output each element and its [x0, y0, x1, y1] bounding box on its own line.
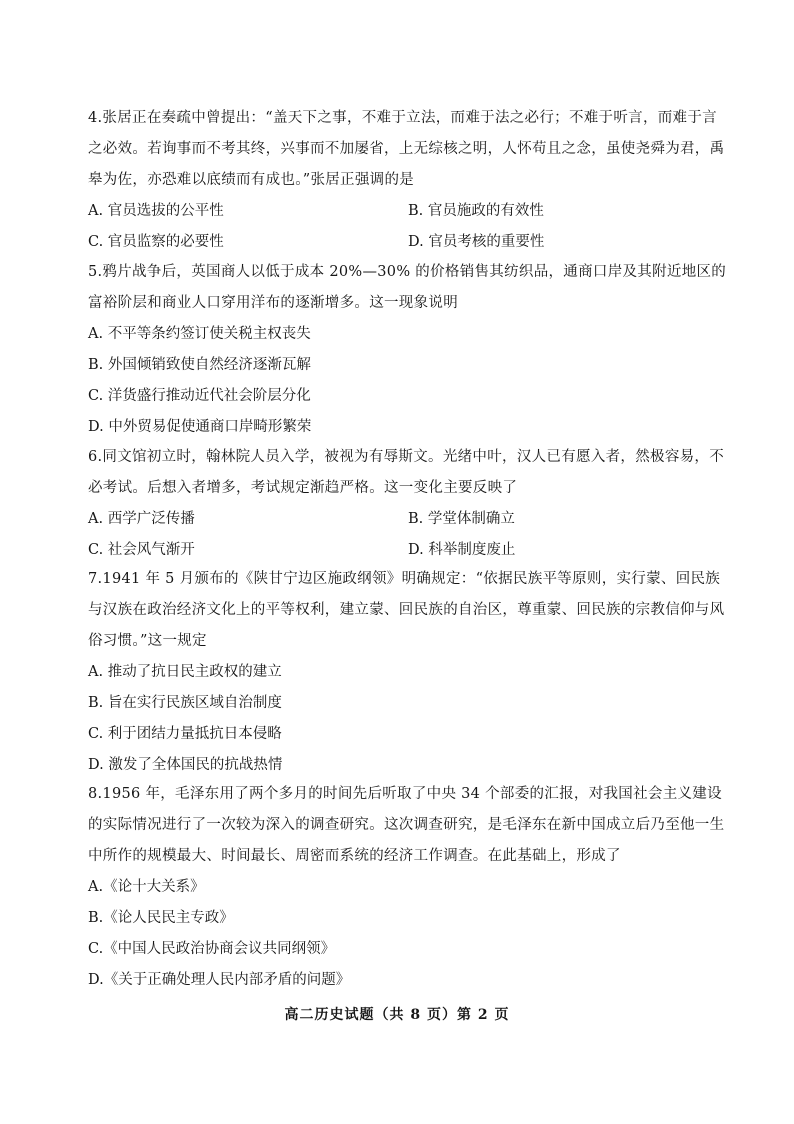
question-4 — [88, 103, 728, 258]
question-stem: 8.1956 年，毛泽东用了两个多月的时间先后听取了中央 34 个部委的汇报，对我国社会主义建设的实际情况进行了一次较为深入的调查研究。这次调查研究，是毛泽东在新中国成立后乃至他一生中所作的规模最大、时间最长、周密而系统的经济工作调查。在此基础上，形成了 — [88, 786, 725, 864]
option-c: C. 利于团结力量抵抗日本侵略 — [88, 726, 282, 742]
page-footer: 高二历史试题（共 8 页）第 2 页 — [284, 1007, 510, 1023]
question-8 — [88, 779, 728, 996]
options — [88, 872, 728, 996]
option-a: A. 西学广泛传播 — [88, 511, 195, 527]
options — [88, 196, 728, 258]
option-b: B.《论人民民主专政》 — [88, 910, 234, 926]
question-stem: 7.1941 年 5 月颁布的《陕甘宁边区施政纲领》明确规定：“依据民族平等原则，实行蒙、回民族与汉族在政治经济文化上的平等权利，建立蒙、回民族的自治区，尊重蒙、回民族的宗教信仰与风俗习惯。”这一规定 — [88, 571, 725, 649]
question-7 — [88, 564, 728, 781]
options — [88, 504, 728, 566]
question-stem: 5.鸦片战争后，英国商人以低于成本 20%—30% 的价格销售其纺织品，通商口岸及其附近地区的富裕阶层和商业人口穿用洋布的逐渐增多。这一现象说明 — [88, 264, 727, 311]
options — [88, 319, 728, 443]
option-c: C. 官员监察的必要性 — [88, 234, 224, 250]
option-c: C. 洋货盛行推动近代社会阶层分化 — [88, 388, 311, 404]
option-b: B. 外国倾销致使自然经济逐渐瓦解 — [88, 357, 311, 373]
option-d: D. 官员考核的重要性 — [408, 234, 545, 250]
option-d: D.《关于正确处理人民内部矛盾的问题》 — [88, 972, 351, 988]
option-a: A. 推动了抗日民主政权的建立 — [88, 664, 282, 680]
option-a: A. 官员选拔的公平性 — [88, 203, 224, 219]
option-c: C. 社会风气渐开 — [88, 542, 195, 558]
question-stem: 6.同文馆初立时，翰林院人员入学，被视为有辱斯文。光绪中叶，汉人已有愿入者，然极容易，不必考试。后想入者增多，考试规定渐趋严格。这一变化主要反映了 — [88, 449, 725, 496]
option-a: A.《论十大关系》 — [88, 879, 205, 895]
option-d: D. 科举制度废止 — [408, 542, 516, 558]
option-d: D. 中外贸易促使通商口岸畸形繁荣 — [88, 419, 312, 435]
option-c: C.《中国人民政治协商会议共同纲领》 — [88, 941, 336, 957]
option-d: D. 激发了全体国民的抗战热情 — [88, 757, 283, 773]
option-a: A. 不平等条约签订使关税主权丧失 — [88, 326, 311, 342]
option-b: B. 旨在实行民族区域自治制度 — [88, 695, 282, 711]
option-b: B. 官员施政的有效性 — [408, 203, 544, 219]
options — [88, 657, 728, 781]
option-b: B. 学堂体制确立 — [408, 511, 515, 527]
question-stem: 4.张居正在奏疏中曾提出：“盖天下之事，不难于立法，而难于法之必行；不难于听言，而难于言之必效。若询事而不考其终，兴事而不加屡省，上无综核之明，人怀苟且之念，虽使尧舜为君，禹皋为佐，亦恐难以底绩而有成也。”张居正强调的是 — [88, 110, 725, 188]
question-6 — [88, 442, 728, 566]
question-5 — [88, 257, 728, 443]
